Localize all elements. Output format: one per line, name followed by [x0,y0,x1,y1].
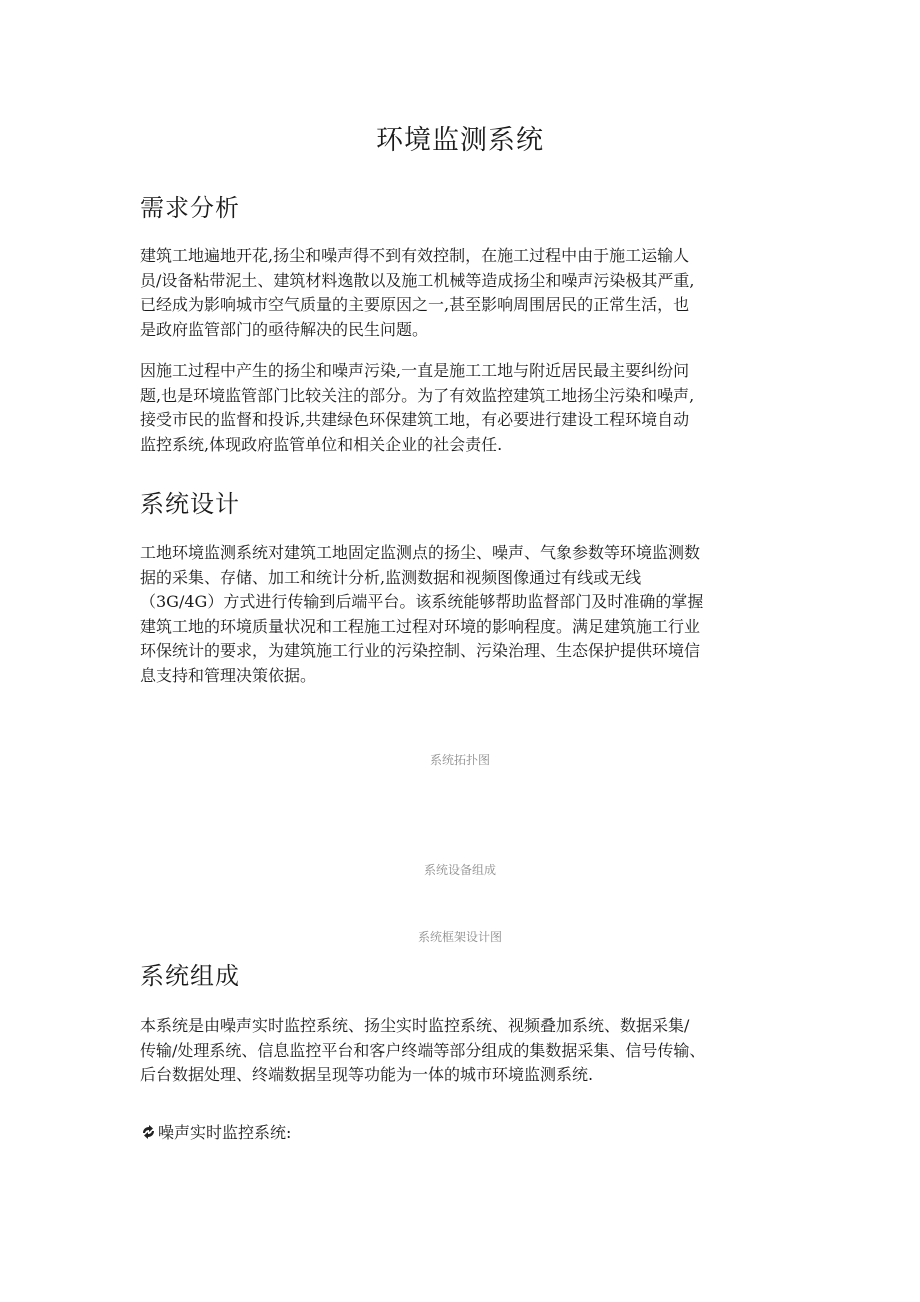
paragraph-line: （3G/4G）方式进行传输到后端平台。该系统能够帮助监督部门及时准确的掌握 [140,592,704,611]
paragraph-line: 传输/处理系统、信息监控平台和客户终端等部分组成的集数据采集、信号传输、 [140,1040,706,1060]
recycle-arrows-icon [140,1124,157,1140]
bullet-item-noise-monitoring [140,1120,291,1143]
paragraph [140,541,800,688]
bullet-item-label: 噪声实时监控系统: [158,1123,292,1142]
section-heading-system-composition: 系统组成 [140,962,240,990]
paragraph-line: 题,也是环境监管部门比较关注的部分。为了有效监控建筑工地扬尘污染和噪声, [140,385,695,405]
paragraph-line: 员/设备粘带泥土、建筑材料逸散以及施工机械等造成扬尘和噪声污染极其严重, [140,270,695,290]
document-title: 环境监测系统 [376,125,544,156]
paragraph-line: 后台数据处理、终端数据呈现等功能为一体的城市环境监测系统. [140,1065,594,1084]
paragraph-line: 建筑工地遍地开花,扬尘和噪声得不到有效控制，在施工过程中由于施工运输人 [140,246,690,265]
paragraph-line: 据的采集、存储、加工和统计分析,监测数据和视频图像通过有线或无线 [140,567,642,587]
paragraph-line: 是政府监管部门的亟待解决的民生问题。 [140,319,429,339]
paragraph-line: 环保统计的要求，为建筑施工行业的污染控制、污染治理、生态保护提供环境信 [140,641,701,660]
paragraph-line: 已经成为影响城市空气质量的主要原因之一,甚至影响周围居民的正常生活，也 [140,295,690,314]
paragraph-line: 监控系统,体现政府监管单位和相关企业的社会责任. [140,434,503,454]
figure-caption-equipment: 系统设备组成 [423,863,496,877]
paragraph-line: 息支持和管理决策依据。 [140,665,317,685]
paragraph-line: 工地环境监测系统对建筑工地固定监测点的扬尘、噪声、气象参数等环境监测数 [140,543,701,562]
figure-caption-topology: 系统拓扑图 [429,753,490,767]
section-heading-requirements: 需求分析 [140,194,240,222]
paragraph-line: 因施工过程中产生的扬尘和噪声污染,一直是施工工地与附近居民最主要纠纷问 [140,361,690,380]
paragraph [140,244,800,342]
figure-caption-framework: 系统框架设计图 [417,930,502,944]
paragraph-line: 建筑工地的环境质量状况和工程施工过程对环境的影响程度。满足建筑施工行业 [140,616,701,636]
paragraph-line: 本系统是由噪声实时监控系统、扬尘实时监控系统、视频叠加系统、数据采集/ [140,1016,690,1035]
paragraph [140,359,800,457]
section-heading-system-design: 系统设计 [140,490,240,518]
paragraph [140,1014,800,1088]
paragraph-line: 接受市民的监督和投诉,共建绿色环保建筑工地，有必要进行建设工程环境自动 [140,410,690,429]
